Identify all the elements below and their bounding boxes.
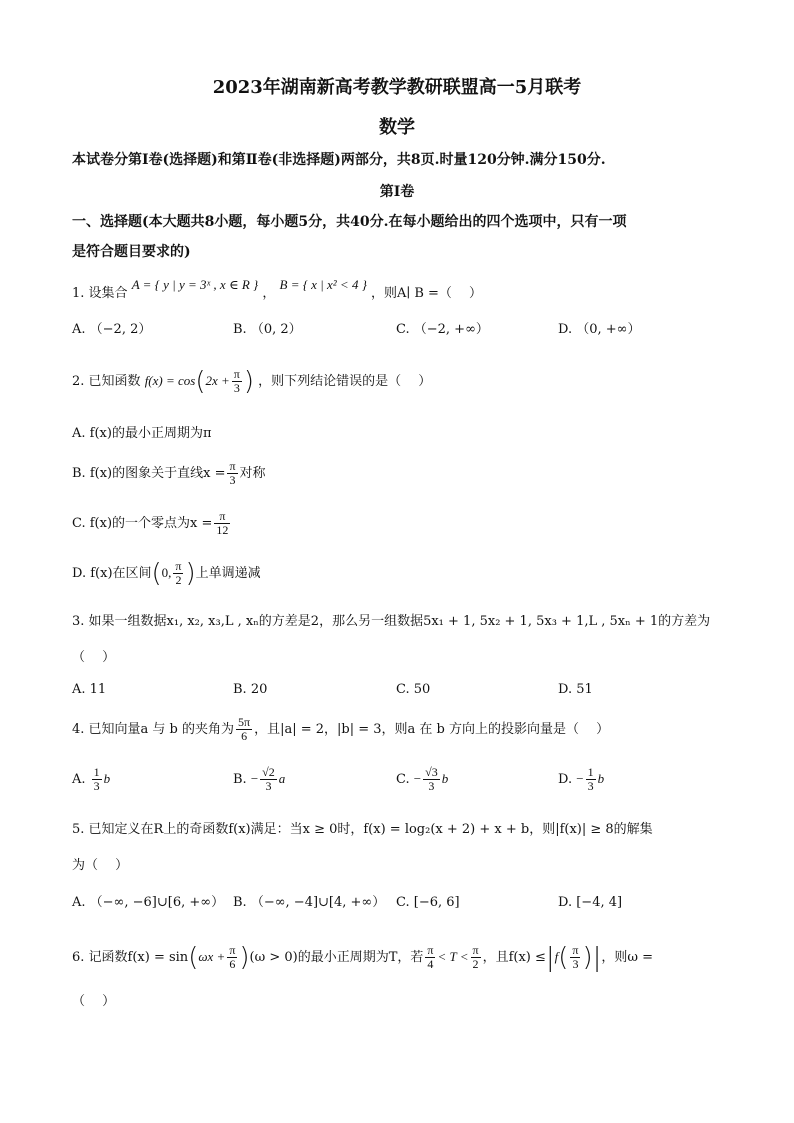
q6-arg: ωx + bbox=[198, 949, 226, 964]
q2-option-a: A. f(x)的最小正周期为π bbox=[72, 426, 212, 441]
q2-frac-num: π bbox=[233, 367, 240, 381]
q2-arg: 2x + bbox=[205, 373, 230, 388]
q4-d-den: 3 bbox=[587, 779, 594, 793]
q4-c-den: 3 bbox=[428, 779, 435, 793]
q2-d-left-paren: ( bbox=[151, 558, 162, 589]
q4-option-b bbox=[233, 766, 285, 793]
q2-b-den: 3 bbox=[229, 473, 236, 487]
q1-option-b: B. （0, 2） bbox=[233, 322, 302, 337]
q1-set-a: A = { y | y = 3ˣ , x ∈ R } bbox=[131, 277, 259, 292]
q4-b-den: 3 bbox=[265, 779, 272, 793]
question-6-line2: （ ） bbox=[72, 994, 116, 1009]
q1-set-b: B = { x | x² < 4 } bbox=[279, 277, 367, 292]
q6-abs-num: π bbox=[572, 943, 579, 957]
q6-t2-num: π bbox=[472, 943, 479, 957]
q2-b-suffix: 对称 bbox=[239, 466, 266, 481]
q2-right-paren: ) bbox=[243, 366, 255, 397]
q6-abs-den: 3 bbox=[572, 957, 579, 971]
question-5-line1: 5. 已知定义在R上的奇函数f(x)满足：当x ≥ 0时，f(x) = log₂(x + 2) + x + b，则|f(x)| ≥ 8的解集 bbox=[72, 822, 653, 837]
q5-option-c: C. [−6, 6] bbox=[396, 895, 460, 910]
q6-t2-fraction bbox=[471, 944, 481, 971]
q1-option-c: C. （−2, +∞） bbox=[396, 322, 489, 337]
exam-title: 2023年湖南新高考教学教研联盟高一5月联考 bbox=[212, 77, 582, 98]
q3-option-c: C. 50 bbox=[396, 682, 431, 697]
q2-c-num: π bbox=[214, 510, 230, 524]
q2-c-fraction bbox=[214, 510, 230, 537]
q2-fraction bbox=[232, 368, 242, 395]
q4-option-a bbox=[72, 766, 110, 793]
section-heading-line2: 是符合题目要求的) bbox=[72, 244, 191, 260]
question-3-line1: 3. 如果一组数据x₁, x₂, x₃,L , xₙ的方差是2，那么另一组数据5x₁ + 1, 5x₂ + 1, 5x₃ + 1,L , 5xₙ + 1的方差为 bbox=[72, 614, 711, 629]
q5-option-d: D. [−4, 4] bbox=[558, 895, 623, 910]
q6-t1-num: π bbox=[427, 943, 434, 957]
q4-a-vector: b bbox=[103, 771, 111, 786]
q4-b-label: B. bbox=[233, 772, 247, 787]
part-heading: 第Ⅰ卷 bbox=[379, 184, 415, 200]
question-1 bbox=[72, 277, 483, 304]
q2-c-den: 12 bbox=[216, 523, 229, 537]
question-4 bbox=[72, 716, 609, 743]
question-2 bbox=[72, 368, 431, 395]
q2-option-d bbox=[72, 560, 261, 587]
q6-condition: (ω > 0)的最小正周期为T，若 bbox=[249, 950, 424, 965]
q4-d-fraction bbox=[586, 766, 596, 793]
q6-abs-paren-right: ) bbox=[582, 942, 593, 973]
q2-prefix: 2. 已知函数 bbox=[72, 374, 141, 389]
q5-option-a: A. （−∞, −6]∪[6, +∞） bbox=[72, 895, 225, 910]
q4-b-fraction bbox=[260, 766, 277, 793]
question-3-line2: （ ） bbox=[72, 650, 116, 665]
q2-left-paren: ( bbox=[195, 366, 206, 397]
q2-b-fraction bbox=[227, 460, 237, 487]
q4-a-label: A. bbox=[72, 772, 86, 787]
q4-c-vector: b bbox=[441, 771, 449, 786]
q4-angle-num: 5π bbox=[238, 715, 251, 729]
q6-abs-paren-left: ( bbox=[558, 942, 569, 973]
q6-prefix: 6. 记函数f(x) = sin bbox=[72, 950, 189, 965]
q2-function: f(x) = cos bbox=[144, 373, 196, 388]
q4-b-sign: − bbox=[250, 771, 259, 786]
q4-c-fraction bbox=[423, 766, 440, 793]
q4-option-d bbox=[558, 766, 604, 793]
q4-c-label: C. bbox=[396, 772, 410, 787]
q4-prefix: 4. 已知向量 bbox=[72, 722, 141, 737]
q3-option-a: A. 11 bbox=[72, 682, 107, 697]
q2-b-num: π bbox=[229, 459, 236, 473]
q4-text-1: a 与 b 的夹角为 bbox=[140, 722, 235, 737]
q6-right-paren: ) bbox=[239, 942, 250, 973]
exam-intro: 本试卷分第Ⅰ卷(选择题)和第Ⅱ卷(非选择题)两部分，共8页.时量120分钟.满分150分. bbox=[72, 152, 606, 168]
q2-d-den: 2 bbox=[175, 573, 182, 587]
q6-abs-right: | bbox=[592, 942, 602, 973]
q4-angle-fraction bbox=[236, 716, 252, 743]
q2-d-inner: 0, bbox=[161, 565, 172, 580]
q4-a-fraction bbox=[92, 766, 102, 793]
q6-t2-den: 2 bbox=[472, 957, 479, 971]
q2-c-text: C. f(x)的一个零点为x = bbox=[72, 516, 213, 531]
q4-a-den: 3 bbox=[93, 779, 100, 793]
q2-d-suffix: 上单调递减 bbox=[195, 566, 261, 581]
q2-d-text: D. f(x)在区间 bbox=[72, 566, 152, 581]
q4-option-c bbox=[396, 766, 448, 793]
section-heading-line1: 一、选择题(本大题共8小题，每小题5分，共40分.在每小题给出的四个选项中，只有一项 bbox=[72, 214, 627, 230]
q2-suffix: ，则下列结论错误的是（ ） bbox=[258, 374, 432, 389]
q4-c-num: √3 bbox=[425, 765, 438, 779]
q6-abs-f: f bbox=[554, 949, 559, 964]
question-5-line2: 为（ ） bbox=[72, 858, 129, 873]
q6-left-paren: ( bbox=[188, 942, 199, 973]
q2-d-fraction bbox=[173, 560, 183, 587]
q2-option-b bbox=[72, 460, 266, 487]
q1-option-a: A. （−2, 2） bbox=[72, 322, 152, 337]
q6-abs-fraction bbox=[570, 944, 580, 971]
q4-c-sign: − bbox=[413, 771, 422, 786]
q6-condition-2: ，且f(x) ≤ bbox=[482, 950, 546, 965]
q4-b-num: √2 bbox=[262, 765, 275, 779]
q6-suffix: ，则ω = bbox=[601, 950, 654, 965]
q1-option-d: D. （0, +∞） bbox=[558, 322, 641, 337]
q4-d-label: D. bbox=[558, 772, 573, 787]
q2-d-num: π bbox=[175, 559, 182, 573]
q1-prefix: 1. 设集合 bbox=[72, 286, 128, 301]
q4-d-num: 1 bbox=[587, 765, 594, 779]
q3-option-b: B. 20 bbox=[233, 682, 268, 697]
question-6 bbox=[72, 944, 653, 971]
q2-frac-den: 3 bbox=[233, 381, 240, 395]
q6-t1-fraction bbox=[425, 944, 435, 971]
q6-arg-fraction bbox=[227, 944, 237, 971]
q4-a-num: 1 bbox=[93, 765, 100, 779]
q6-abs-left: | bbox=[545, 942, 555, 973]
q4-text-2: ，且|a| = 2，|b| = 3，则a 在 b 方向上的投影向量是（ ） bbox=[254, 722, 610, 737]
q4-angle-den: 6 bbox=[241, 729, 248, 743]
q2-d-right-paren: ) bbox=[185, 558, 196, 589]
q1-suffix: ，则A∣ B =（ ） bbox=[371, 286, 483, 301]
q4-d-sign: − bbox=[576, 771, 584, 786]
q4-b-vector: a bbox=[278, 771, 286, 786]
subject-title: 数学 bbox=[379, 117, 415, 138]
q6-t1-den: 4 bbox=[427, 957, 434, 971]
q6-arg-num: π bbox=[229, 943, 236, 957]
q5-option-b: B. （−∞, −4]∪[4, +∞） bbox=[233, 895, 386, 910]
q6-t-mid: < T < bbox=[437, 949, 469, 964]
q4-d-vector: b bbox=[597, 771, 605, 786]
q3-option-d: D. 51 bbox=[558, 682, 593, 697]
q1-separator: ， bbox=[262, 286, 276, 301]
q2-b-text: B. f(x)的图象关于直线x = bbox=[72, 466, 226, 481]
q6-arg-den: 6 bbox=[229, 957, 236, 971]
q2-option-c bbox=[72, 510, 232, 537]
